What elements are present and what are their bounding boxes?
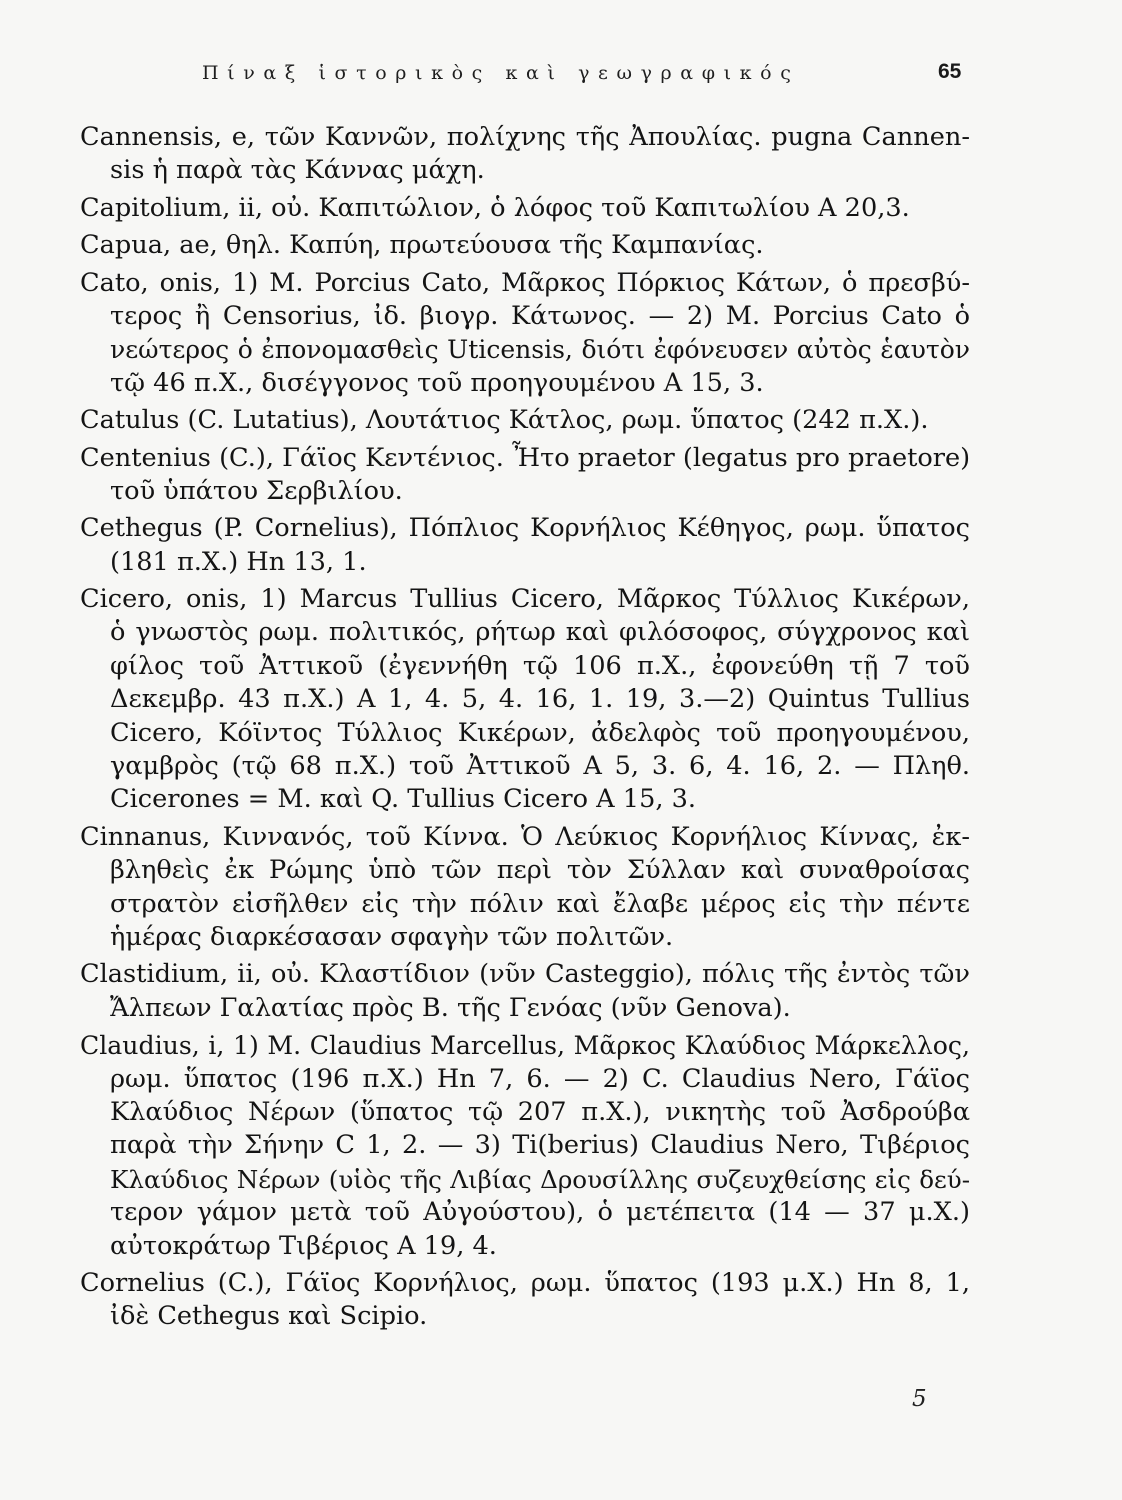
entry-continuation-line: ὁ γνωστὸς ρωμ. πολιτικός, ρήτωρ καὶ φιλόσοφος, σύγχρονος καὶ [110, 617, 970, 648]
index-entry [80, 404, 970, 437]
entry-continuation-line: γαμβρὸς (τῷ 68 π.Χ.) τοῦ Ἀττικοῦ A 5, 3. 6, 4. 16, 2. — Πληθ. [110, 751, 970, 782]
index-entry [80, 267, 970, 401]
entry-continuation-line: βληθεὶς ἐκ Ρώμης ὑπὸ τῶν περὶ τὸν Σύλλαν καὶ συναθροίσας [110, 855, 970, 886]
running-header-title: Πίναξ ἱστορικὸς καὶ γεωγραφικός [202, 62, 800, 84]
index-entries [80, 121, 970, 1338]
entry-first-line: Cornelius (C.), Γάϊος Κορνήλιος, ρωμ. ὕπατος (193 μ.Χ.) Hn 8, 1, [80, 1267, 970, 1298]
entry-first-line: Capitolium, ii, οὐ. Καπιτώλιον, ὁ λόφος τοῦ Καπιτωλίου A 20,3. [80, 192, 910, 223]
index-entry [80, 1267, 970, 1334]
entry-first-line: Cinnanus, Κιννανός, τοῦ Κίννα. Ὁ Λεύκιος Κορνήλιος Κίννας, ἐκ- [80, 821, 970, 852]
index-entry [80, 121, 970, 188]
entry-continuation-line: Κλαύδιος Νέρων (υἱὸς τῆς Λιβίας Δρουσίλλης συζευχθείσης εἰς δεύ- [110, 1164, 970, 1194]
entry-continuation-line: Δεκεμβρ. 43 π.Χ.) A 1, 4. 5, 4. 16, 1. 19, 3.—2) Quintus Tullius [110, 684, 970, 715]
index-entry [80, 192, 970, 225]
entry-first-line: Capua, ae, θηλ. Καπύη, πρωτεύουσα τῆς Καμπανίας. [80, 230, 764, 261]
entry-continuation-line: ρωμ. ὕπατος (196 π.Χ.) Hn 7, 6. — 2) C. Claudius Nero, Γάϊος [110, 1063, 970, 1094]
entry-continuation-line: Cicerones = M. καὶ Q. Tullius Cicero A 15, 3. [110, 784, 697, 815]
index-entry [80, 821, 970, 955]
entry-continuation-line: αὐτοκράτωρ Τιβέριος A 19, 4. [110, 1230, 497, 1261]
entry-continuation-line: τοῦ ὑπάτου Σερβιλίου. [110, 475, 403, 506]
entry-first-line: Cethegus (P. Cornelius), Πόπλιος Κορνήλιος Κέθηγος, ρωμ. ὕπατος [80, 513, 970, 544]
entry-continuation-line: ἰδὲ Cethegus καὶ Scipio. [110, 1301, 428, 1332]
entry-continuation-line: Κλαύδιος Νέρων (ὕπατος τῷ 207 π.Χ.), νικητὴς τοῦ Ἀσδρούβα [110, 1096, 970, 1127]
entry-continuation-line: ἡμέρας διαρκέσασαν σφαγὴν τῶν πολιτῶν. [110, 921, 674, 952]
entry-first-line: Clastidium, ii, οὐ. Κλαστίδιον (νῦν Casteggio), πόλις τῆς ἐντὸς τῶν [80, 959, 970, 990]
entry-first-line: Cannensis, e, τῶν Καννῶν, πολίχνης τῆς Ἀπουλίας. pugna Cannen- [80, 122, 970, 152]
entry-first-line: Cicero, onis, 1) Marcus Tullius Cicero, Μᾶρκος Τύλλιος Κικέρων, [80, 584, 970, 615]
signature-mark: 5 [912, 1386, 927, 1412]
entry-first-line: Catulus (C. Lutatius), Λουτάτιος Κάτλος, ρωμ. ὕπατος (242 π.Χ.). [80, 405, 929, 436]
entry-continuation-line: τερον γάμον μετὰ τοῦ Αὐγούστου), ὁ μετέπειτα (14 — 37 μ.Χ.) [110, 1197, 970, 1228]
index-entry [80, 442, 970, 509]
index-entry [80, 229, 970, 262]
index-entry [80, 512, 970, 579]
entry-continuation-line: παρὰ τὴν Σήνην C 1, 2. — 3) Ti(berius) Claudius Nero, Τιβέριος [110, 1130, 970, 1161]
entry-continuation-line: Ἄλπεων Γαλατίας πρὸς Β. τῆς Γενόας (νῦν Genova). [110, 992, 791, 1023]
entry-first-line: Claudius, i, 1) M. Claudius Marcellus, Μᾶρκος Κλαύδιος Μάρκελλος, [80, 1031, 970, 1061]
page-number: 65 [938, 60, 962, 83]
index-entry [80, 1029, 970, 1263]
entry-continuation-line: τῷ 46 π.Χ., δισέγγονος τοῦ προηγουμένου A 15, 3. [110, 367, 764, 398]
entry-first-line: Centenius (C.), Γάϊος Κεντένιος. Ἦτο praetor (legatus pro praetore) [80, 442, 971, 473]
entry-continuation-line: (181 π.Χ.) Hn 13, 1. [110, 546, 367, 577]
entry-continuation-line: στρατὸν εἰσῆλθεν εἰς τὴν πόλιν καὶ ἔλαβε μέρος εἰς τὴν πέντε [110, 888, 970, 919]
entry-continuation-line: sis ἡ παρὰ τὰς Κάννας μάχη. [110, 155, 485, 186]
entry-continuation-line: Cicero, Κόϊντος Τύλλιος Κικέρων, ἀδελφὸς τοῦ προηγουμένου, [110, 717, 970, 748]
entry-continuation-line: νεώτερος ὁ ἐπονομασθεὶς Uticensis, διότι ἐφόνευσεν αὐτὸς ἑαυτὸν [110, 335, 970, 365]
entry-first-line: Cato, onis, 1) M. Porcius Cato, Μᾶρκος Πόρκιος Κάτων, ὁ πρεσβύ- [80, 267, 970, 298]
entry-continuation-line: τερος ἢ Censorius, ἰδ. βιογρ. Κάτωνος. — 2) M. Porcius Cato ὁ [110, 300, 970, 331]
index-entry [80, 958, 970, 1025]
index-entry [80, 583, 970, 817]
entry-continuation-line: φίλος τοῦ Ἀττικοῦ (ἐγεννήθη τῷ 106 π.Χ., ἐφονεύθη τῇ 7 τοῦ [110, 650, 970, 681]
